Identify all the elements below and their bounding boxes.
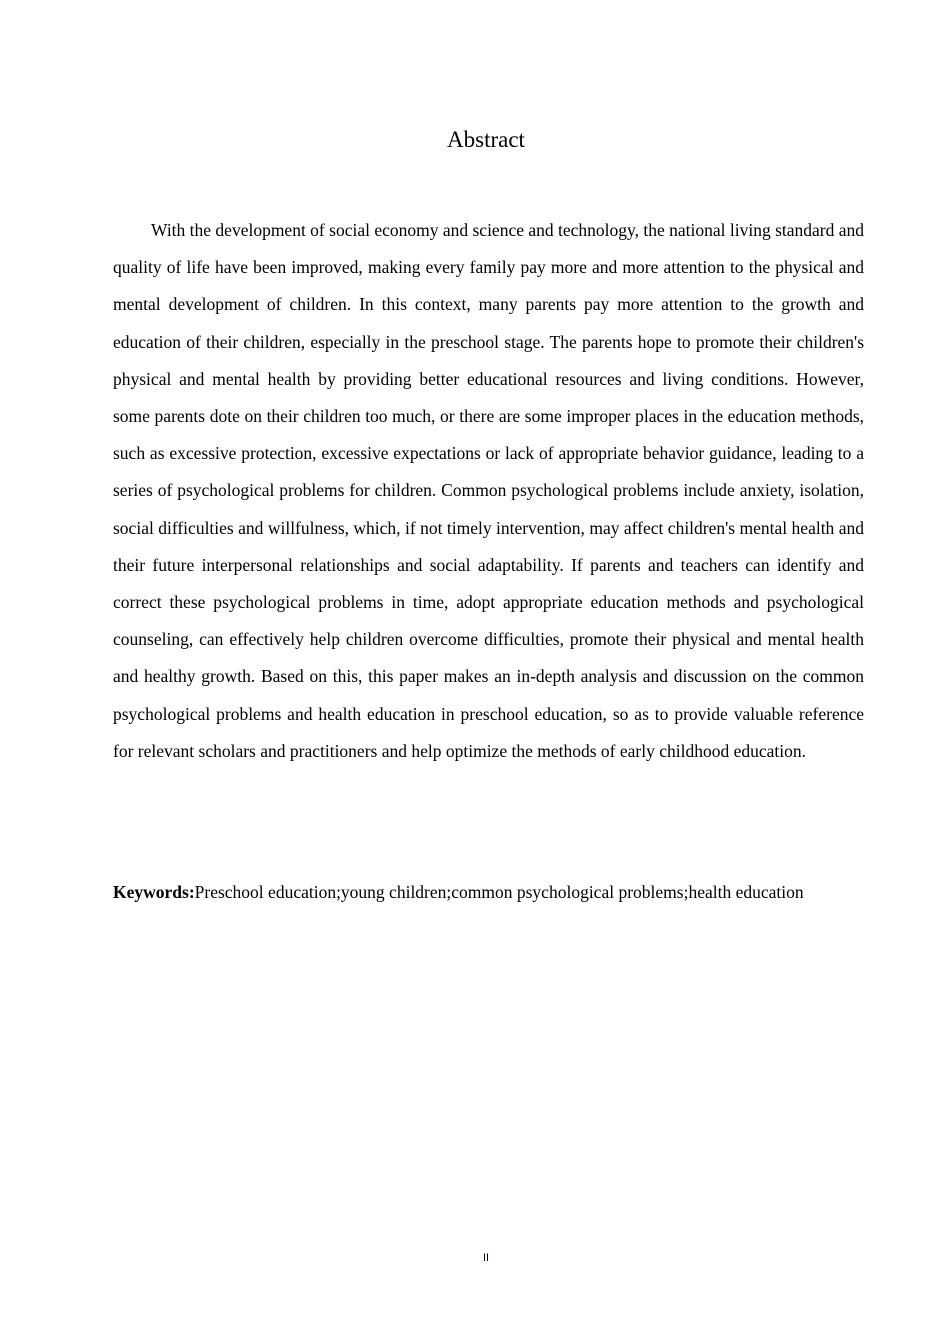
page-number: II (482, 1252, 490, 1264)
keywords-label: Keywords: (113, 882, 195, 902)
abstract-paragraph: With the development of social economy and science and technology, the national living standard and quality of life have been improved, making every family pay more and more attention to the physical and mental development of children. In this context, many parents pay more attention to the growth and education of their children, especially in the preschool stage. The parents hope to promote their children's physical and mental health by providing better educational resources and living conditions. However, some parents dote on their children too much, or there are some improper places in the education methods, such as excessive protection, excessive expectations or lack of appropriate behavior guidance, leading to a series of psychological problems for children. Common psychological problems include anxiety, isolation, social difficulties and willfulness, which, if not timely intervention, may affect children's mental health and their future interpersonal relationships and social adaptability. If parents and teachers can identify and correct these psychological problems in time, adopt appropriate education methods and psychological counseling, can effectively help children overcome difficulties, promote their physical and mental health and healthy growth. Based on this, this paper makes an in-depth analysis and discussion on the common psychological problems and health education in preschool education, so as to provide valuable reference for relevant scholars and practitioners and help optimize the methods of early childhood education. (113, 220, 865, 761)
keywords-section (113, 880, 859, 904)
keywords-list: Preschool education;young children;common psychological problems;health education (194, 882, 804, 902)
page-title: Abstract (447, 127, 525, 152)
